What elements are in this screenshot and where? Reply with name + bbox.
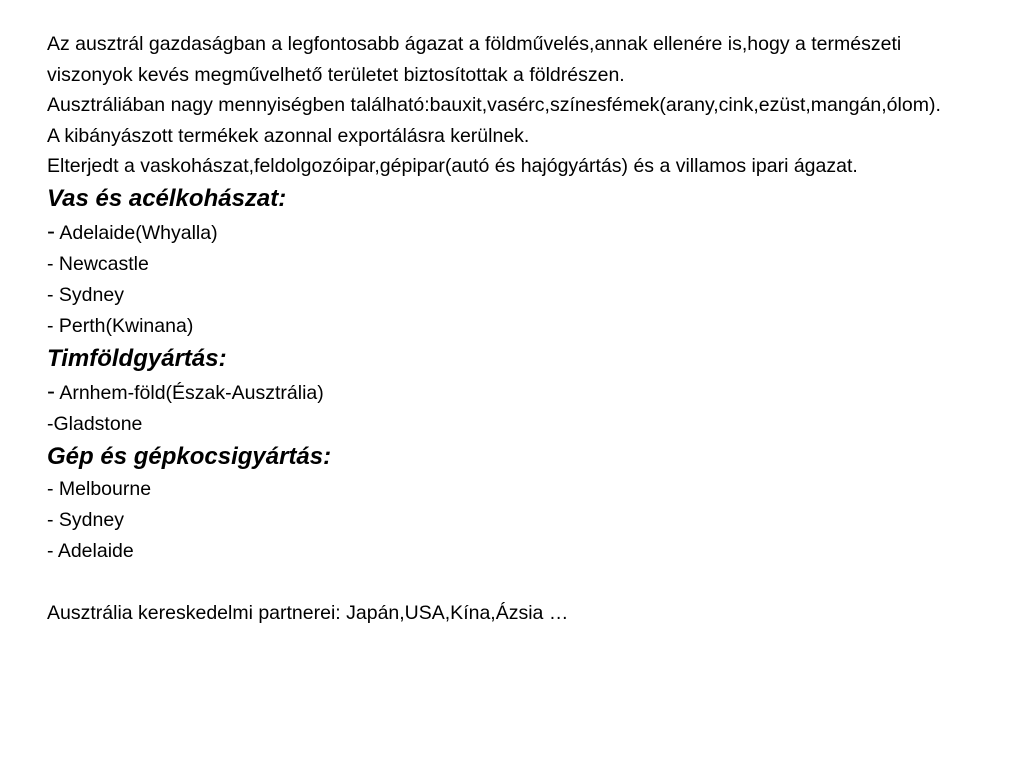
list-dash: - <box>47 377 55 405</box>
list-item: -Gladstone <box>47 412 143 435</box>
list-item: - Newcastle <box>47 252 149 275</box>
list-item: - Sydney <box>47 283 124 306</box>
list-item: - Adelaide <box>47 539 134 562</box>
spacer <box>47 567 984 598</box>
list-item: - Perth(Kwinana) <box>47 314 194 337</box>
list-item-text: Arnhem-föld(Észak-Ausztrália) <box>55 381 324 404</box>
intro-paragraph-1: Az ausztrál gazdaságban a legfontosabb ágazat a földművelés,annak ellenére is,hogy a természeti viszonyok kevés megművelhető területet biztosítottak a földrészen. <box>47 33 902 86</box>
list-item <box>47 376 984 409</box>
section-heading-alumina: Timföldgyártás: <box>47 344 227 372</box>
list-item: - Sydney <box>47 508 124 531</box>
list-item-text: Adelaide(Whyalla) <box>55 221 218 244</box>
intro-paragraph-2: Ausztráliában nagy mennyiségben található:bauxit,vasérc,színesfémek(arany,cink,ezüst,mangán,ólom). <box>47 94 941 116</box>
intro-paragraph-3: A kibányászott termékek azonnal exportálásra kerülnek. <box>47 124 530 147</box>
intro-paragraph-4: Elterjedt a vaskohászat,feldolgozóipar,gépipar(autó és hajógyártás) és a villamos ipari ágazat. <box>47 155 858 177</box>
section-heading-steel: Vas és acélkohászat: <box>47 184 287 212</box>
list-item <box>47 216 984 249</box>
list-dash: - <box>47 217 55 245</box>
list-item: - Melbourne <box>47 477 152 500</box>
trade-partners-line: Ausztrália kereskedelmi partnerei: Japán,USA,Kína,Ázsia … <box>47 601 569 624</box>
section-heading-machinery: Gép és gépkocsigyártás: <box>47 442 332 470</box>
